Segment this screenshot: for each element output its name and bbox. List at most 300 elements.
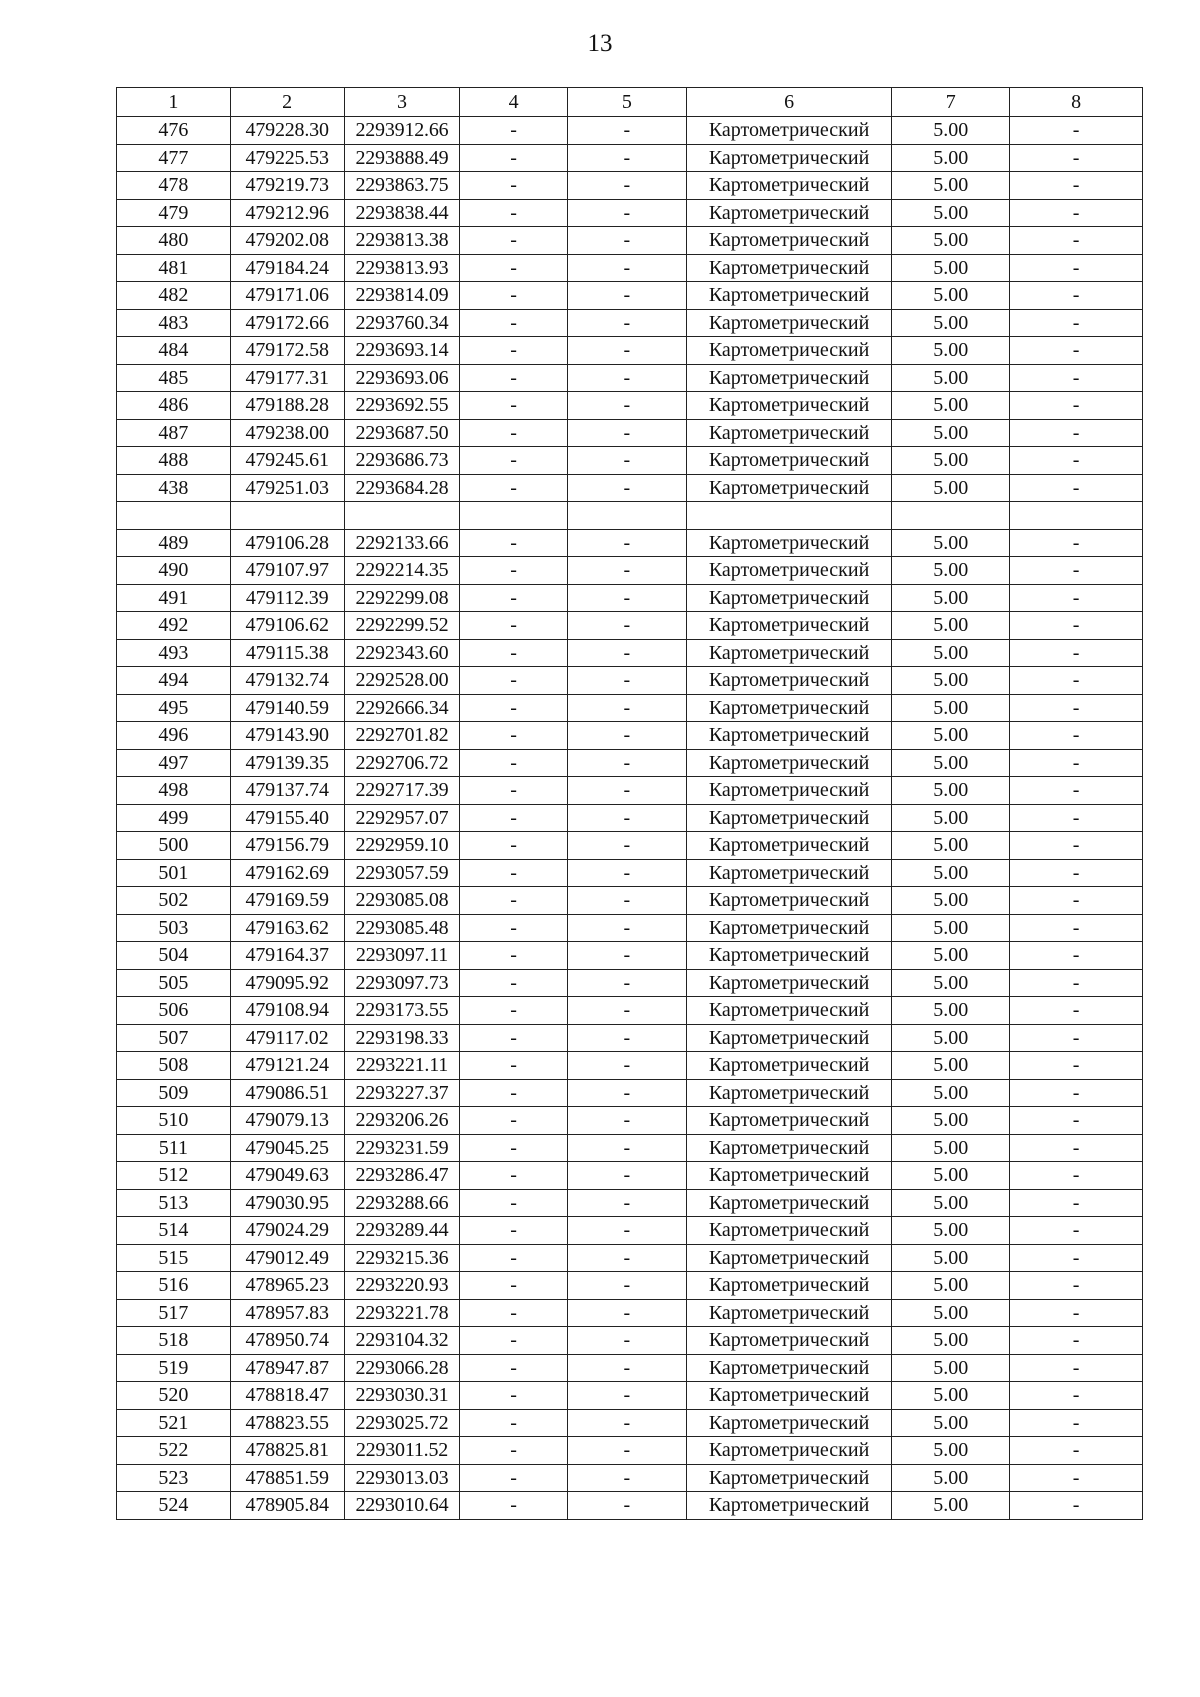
table-cell: 2293813.38 (344, 227, 460, 255)
table-cell: - (567, 419, 686, 447)
table-cell: 2293912.66 (344, 117, 460, 145)
table-cell: - (1010, 887, 1143, 915)
table-cell: 508 (117, 1052, 231, 1080)
table-cell (686, 502, 891, 530)
table-cell: - (567, 969, 686, 997)
table-row (117, 1024, 1143, 1052)
table-cell: - (1010, 1437, 1143, 1465)
table-cell: 5.00 (892, 557, 1010, 585)
table-cell: 2292717.39 (344, 777, 460, 805)
table-cell: - (1010, 1464, 1143, 1492)
table-cell: 479108.94 (230, 997, 344, 1025)
table-cell: Картометрический (686, 1217, 891, 1245)
table-cell: Картометрический (686, 1052, 891, 1080)
column-header: 3 (344, 88, 460, 117)
table-cell: 2293693.06 (344, 364, 460, 392)
table-cell: 479012.49 (230, 1244, 344, 1272)
table-cell: - (567, 1024, 686, 1052)
table-cell: Картометрический (686, 172, 891, 200)
table-cell: Картометрический (686, 997, 891, 1025)
table-cell: - (1010, 1272, 1143, 1300)
page-number: 13 (587, 30, 613, 57)
table-cell: - (460, 447, 567, 475)
table-cell: - (567, 722, 686, 750)
table-cell: - (460, 529, 567, 557)
table-cell: 479112.39 (230, 584, 344, 612)
table-cell: 492 (117, 612, 231, 640)
table-cell: 2293030.31 (344, 1382, 460, 1410)
table-cell: - (460, 639, 567, 667)
table-cell: - (567, 1134, 686, 1162)
table-cell: 5.00 (892, 254, 1010, 282)
table-row (117, 1492, 1143, 1520)
table-cell: 521 (117, 1409, 231, 1437)
table-cell: - (1010, 1327, 1143, 1355)
table-cell: - (567, 1437, 686, 1465)
table-row (117, 1299, 1143, 1327)
table-row (117, 667, 1143, 695)
table-cell: 5.00 (892, 914, 1010, 942)
table-cell: Картометрический (686, 1272, 891, 1300)
table-row (117, 282, 1143, 310)
table-cell: Картометрический (686, 1189, 891, 1217)
table-cell: 5.00 (892, 1354, 1010, 1382)
table-cell: 479162.69 (230, 859, 344, 887)
table-row (117, 612, 1143, 640)
table-cell: 2293215.36 (344, 1244, 460, 1272)
table-cell: 510 (117, 1107, 231, 1135)
table-cell: 2293085.08 (344, 887, 460, 915)
table-cell: Картометрический (686, 694, 891, 722)
table-cell: 519 (117, 1354, 231, 1382)
table-cell: 5.00 (892, 419, 1010, 447)
table-row (117, 1272, 1143, 1300)
table-cell: Картометрический (686, 199, 891, 227)
table-cell: 479172.66 (230, 309, 344, 337)
table-cell: 514 (117, 1217, 231, 1245)
table-cell: - (567, 942, 686, 970)
table-cell: - (1010, 144, 1143, 172)
table-row (117, 804, 1143, 832)
table-cell: - (1010, 777, 1143, 805)
table-cell: Картометрический (686, 1107, 891, 1135)
table-cell: Картометрический (686, 1437, 891, 1465)
table-cell: 488 (117, 447, 231, 475)
table-cell: 486 (117, 392, 231, 420)
table-row (117, 172, 1143, 200)
table-cell: 2293085.48 (344, 914, 460, 942)
table-cell: - (460, 997, 567, 1025)
table-row (117, 1052, 1143, 1080)
table-cell: - (460, 942, 567, 970)
table-cell: - (460, 1464, 567, 1492)
table-row (117, 1162, 1143, 1190)
table-cell: - (1010, 199, 1143, 227)
table-cell: 2292957.07 (344, 804, 460, 832)
table-cell: 2293057.59 (344, 859, 460, 887)
table-cell: Картометрический (686, 1162, 891, 1190)
table-cell: 5.00 (892, 1464, 1010, 1492)
table-cell: 485 (117, 364, 231, 392)
table-cell: - (460, 474, 567, 502)
table-cell: - (1010, 1189, 1143, 1217)
table-cell: - (567, 612, 686, 640)
table-cell: - (1010, 639, 1143, 667)
table-cell: Картометрический (686, 1299, 891, 1327)
table-cell: - (567, 392, 686, 420)
table-cell: 2293692.55 (344, 392, 460, 420)
column-header: 6 (686, 88, 891, 117)
table-cell: - (1010, 722, 1143, 750)
table-cell: 5.00 (892, 364, 1010, 392)
table-cell: - (460, 832, 567, 860)
table-row (117, 502, 1143, 530)
table-cell: 479024.29 (230, 1217, 344, 1245)
table-cell: 2293227.37 (344, 1079, 460, 1107)
table-cell: 520 (117, 1382, 231, 1410)
table-cell: 479171.06 (230, 282, 344, 310)
table-cell: 2293760.34 (344, 309, 460, 337)
table-cell: Картометрический (686, 144, 891, 172)
table-cell: 478957.83 (230, 1299, 344, 1327)
table-cell: - (1010, 1134, 1143, 1162)
table-row (117, 199, 1143, 227)
table-cell: - (1010, 1052, 1143, 1080)
table-row (117, 639, 1143, 667)
table-cell: 478825.81 (230, 1437, 344, 1465)
table-cell: 2293206.26 (344, 1107, 460, 1135)
table-cell: - (460, 749, 567, 777)
table-row (117, 557, 1143, 585)
table-cell: - (567, 667, 686, 695)
table-cell: - (1010, 282, 1143, 310)
table-cell: - (460, 1052, 567, 1080)
table-cell: 478965.23 (230, 1272, 344, 1300)
table-cell: 5.00 (892, 1052, 1010, 1080)
table-row (117, 887, 1143, 915)
table-row (117, 694, 1143, 722)
table-cell: - (567, 1409, 686, 1437)
table-cell: 2293221.78 (344, 1299, 460, 1327)
table-cell: - (1010, 749, 1143, 777)
table-cell: 490 (117, 557, 231, 585)
table-cell: - (567, 1052, 686, 1080)
table-cell: - (460, 1024, 567, 1052)
table-cell: Картометрический (686, 722, 891, 750)
table-cell: Картометрический (686, 254, 891, 282)
table-row (117, 997, 1143, 1025)
table-cell: 479188.28 (230, 392, 344, 420)
table-cell: 5.00 (892, 1189, 1010, 1217)
table-row (117, 942, 1143, 970)
table-cell: - (460, 1437, 567, 1465)
table-cell: 479143.90 (230, 722, 344, 750)
table-cell: - (1010, 254, 1143, 282)
table-cell: - (567, 1107, 686, 1135)
table-cell: - (460, 584, 567, 612)
table-cell: Картометрический (686, 309, 891, 337)
table-cell: - (567, 117, 686, 145)
table-row (117, 227, 1143, 255)
table-cell: - (1010, 337, 1143, 365)
table-row (117, 859, 1143, 887)
table-cell: - (1010, 1382, 1143, 1410)
table-cell: - (1010, 997, 1143, 1025)
table-cell: 5.00 (892, 1382, 1010, 1410)
table-row (117, 722, 1143, 750)
table-cell: - (460, 1244, 567, 1272)
table-cell: 478823.55 (230, 1409, 344, 1437)
table-cell: - (460, 1272, 567, 1300)
table-cell: Картометрический (686, 392, 891, 420)
table-cell: - (1010, 1244, 1143, 1272)
table-cell: 5.00 (892, 777, 1010, 805)
table-cell (460, 502, 567, 530)
table-cell: 5.00 (892, 199, 1010, 227)
table-row (117, 1464, 1143, 1492)
table-cell: 512 (117, 1162, 231, 1190)
table-row (117, 419, 1143, 447)
table-cell: 479117.02 (230, 1024, 344, 1052)
table-cell: - (460, 1409, 567, 1437)
table-cell: 479155.40 (230, 804, 344, 832)
table-cell: 479079.13 (230, 1107, 344, 1135)
table-cell: 479137.74 (230, 777, 344, 805)
table-cell: 478950.74 (230, 1327, 344, 1355)
table-cell: - (1010, 447, 1143, 475)
table-cell: - (460, 969, 567, 997)
table-cell: - (567, 227, 686, 255)
table-cell (230, 502, 344, 530)
table-cell: - (567, 584, 686, 612)
table-cell: 2293838.44 (344, 199, 460, 227)
table-cell: - (567, 997, 686, 1025)
table-cell: 2293173.55 (344, 997, 460, 1025)
table-row (117, 1134, 1143, 1162)
table-cell: 2293025.72 (344, 1409, 460, 1437)
table-cell: Картометрический (686, 117, 891, 145)
table-cell: 479202.08 (230, 227, 344, 255)
table-cell: Картометрический (686, 859, 891, 887)
table-cell: 5.00 (892, 722, 1010, 750)
table-cell: 506 (117, 997, 231, 1025)
table-cell: 2292343.60 (344, 639, 460, 667)
table-cell: - (460, 1079, 567, 1107)
table-cell: 5.00 (892, 942, 1010, 970)
table-cell: 5.00 (892, 1299, 1010, 1327)
table-cell: Картометрический (686, 832, 891, 860)
table-cell: 479140.59 (230, 694, 344, 722)
table-row (117, 584, 1143, 612)
table-cell: - (1010, 1409, 1143, 1437)
table-row (117, 337, 1143, 365)
table-cell: - (460, 1492, 567, 1520)
table-cell: - (567, 364, 686, 392)
table-cell: 496 (117, 722, 231, 750)
table-cell: 487 (117, 419, 231, 447)
table-cell: Картометрический (686, 1409, 891, 1437)
table-body (117, 88, 1143, 1520)
table-cell: 479107.97 (230, 557, 344, 585)
table-cell: 2293289.44 (344, 1217, 460, 1245)
table-cell: - (460, 694, 567, 722)
table-cell: 478947.87 (230, 1354, 344, 1382)
table-cell: - (1010, 557, 1143, 585)
table-cell: 2293220.93 (344, 1272, 460, 1300)
table-cell: 2293888.49 (344, 144, 460, 172)
table-cell: 2292214.35 (344, 557, 460, 585)
table-cell: 499 (117, 804, 231, 832)
table-cell: 507 (117, 1024, 231, 1052)
table-cell: - (460, 309, 567, 337)
table-row (117, 309, 1143, 337)
table-cell: - (567, 1382, 686, 1410)
table-row (117, 447, 1143, 475)
table-cell: 517 (117, 1299, 231, 1327)
table-row (117, 832, 1143, 860)
table-row (117, 914, 1143, 942)
table-row (117, 1409, 1143, 1437)
table-cell: 438 (117, 474, 231, 502)
table-cell: 479132.74 (230, 667, 344, 695)
table-cell: - (567, 199, 686, 227)
table-cell (892, 502, 1010, 530)
table-cell: 2293097.73 (344, 969, 460, 997)
table-cell: - (567, 887, 686, 915)
table-cell: - (460, 144, 567, 172)
table-cell: - (1010, 309, 1143, 337)
table-row (117, 117, 1143, 145)
table-cell: 5.00 (892, 1107, 1010, 1135)
table-cell: - (1010, 1492, 1143, 1520)
table-cell: Картометрический (686, 1354, 891, 1382)
column-header: 8 (1010, 88, 1143, 117)
column-header: 1 (117, 88, 231, 117)
table-cell: 479225.53 (230, 144, 344, 172)
table-cell: - (460, 1327, 567, 1355)
table-row (117, 777, 1143, 805)
table-cell: - (1010, 1079, 1143, 1107)
table-cell: 5.00 (892, 1162, 1010, 1190)
table-cell: 2293010.64 (344, 1492, 460, 1520)
table-cell: 5.00 (892, 529, 1010, 557)
table-cell: - (567, 859, 686, 887)
table-cell: 2293198.33 (344, 1024, 460, 1052)
table-cell: 478905.84 (230, 1492, 344, 1520)
table-cell: 2293097.11 (344, 942, 460, 970)
table-cell: - (567, 639, 686, 667)
table-cell: 2293231.59 (344, 1134, 460, 1162)
table-cell (117, 502, 231, 530)
table-cell: 5.00 (892, 832, 1010, 860)
table-cell: 5.00 (892, 1492, 1010, 1520)
table-cell: 5.00 (892, 1024, 1010, 1052)
table-cell: - (460, 667, 567, 695)
table-cell: - (567, 832, 686, 860)
table-cell: 2292528.00 (344, 667, 460, 695)
table-cell: 5.00 (892, 1327, 1010, 1355)
table-cell: 5.00 (892, 144, 1010, 172)
table-cell: - (567, 309, 686, 337)
column-header: 4 (460, 88, 567, 117)
table-cell: - (1010, 1299, 1143, 1327)
table-cell: - (1010, 667, 1143, 695)
table-cell: - (567, 694, 686, 722)
table-cell: - (567, 474, 686, 502)
table-cell: 5.00 (892, 804, 1010, 832)
table-cell: 5.00 (892, 172, 1010, 200)
table-cell: - (1010, 1107, 1143, 1135)
table-cell: - (1010, 694, 1143, 722)
table-cell: - (1010, 117, 1143, 145)
table-row (117, 1244, 1143, 1272)
table-cell: 5.00 (892, 227, 1010, 255)
table-cell: - (567, 172, 686, 200)
table-cell: - (460, 804, 567, 832)
table-cell: - (460, 1134, 567, 1162)
table-cell: 2293011.52 (344, 1437, 460, 1465)
table-row (117, 1354, 1143, 1382)
table-cell: - (460, 887, 567, 915)
table-cell: - (567, 749, 686, 777)
table-cell: - (567, 529, 686, 557)
table-cell: - (460, 282, 567, 310)
table-cell: 5.00 (892, 969, 1010, 997)
column-header: 7 (892, 88, 1010, 117)
table-cell: 479184.24 (230, 254, 344, 282)
table-cell: - (460, 914, 567, 942)
table-cell: 511 (117, 1134, 231, 1162)
table-cell: 5.00 (892, 282, 1010, 310)
table-cell: 479086.51 (230, 1079, 344, 1107)
table-cell: - (1010, 612, 1143, 640)
table-cell: 476 (117, 117, 231, 145)
table-cell: Картометрический (686, 804, 891, 832)
table-cell: 5.00 (892, 1409, 1010, 1437)
table-cell: Картометрический (686, 1382, 891, 1410)
table-cell: - (1010, 804, 1143, 832)
table-cell: 481 (117, 254, 231, 282)
table-row (117, 1437, 1143, 1465)
table-cell: 2293066.28 (344, 1354, 460, 1382)
table-cell: - (567, 1492, 686, 1520)
table-cell (1010, 502, 1143, 530)
table-cell: 479 (117, 199, 231, 227)
table-cell: 2293863.75 (344, 172, 460, 200)
table-cell: - (460, 1107, 567, 1135)
table-cell: 5.00 (892, 1079, 1010, 1107)
table-cell: - (1010, 419, 1143, 447)
table-cell: 2292959.10 (344, 832, 460, 860)
table-cell: - (460, 392, 567, 420)
table-cell: - (460, 227, 567, 255)
table-cell: - (1010, 969, 1143, 997)
table-cell: 479030.95 (230, 1189, 344, 1217)
table-cell: 518 (117, 1327, 231, 1355)
table-cell: 493 (117, 639, 231, 667)
table-cell: - (567, 447, 686, 475)
header-row (117, 88, 1143, 117)
table-cell: - (460, 254, 567, 282)
table-row (117, 474, 1143, 502)
table-cell: - (567, 804, 686, 832)
table-cell: 479139.35 (230, 749, 344, 777)
table-cell: - (567, 1354, 686, 1382)
table-cell: Картометрический (686, 529, 891, 557)
table-cell: 504 (117, 942, 231, 970)
table-cell: 2293686.73 (344, 447, 460, 475)
table-cell: 477 (117, 144, 231, 172)
